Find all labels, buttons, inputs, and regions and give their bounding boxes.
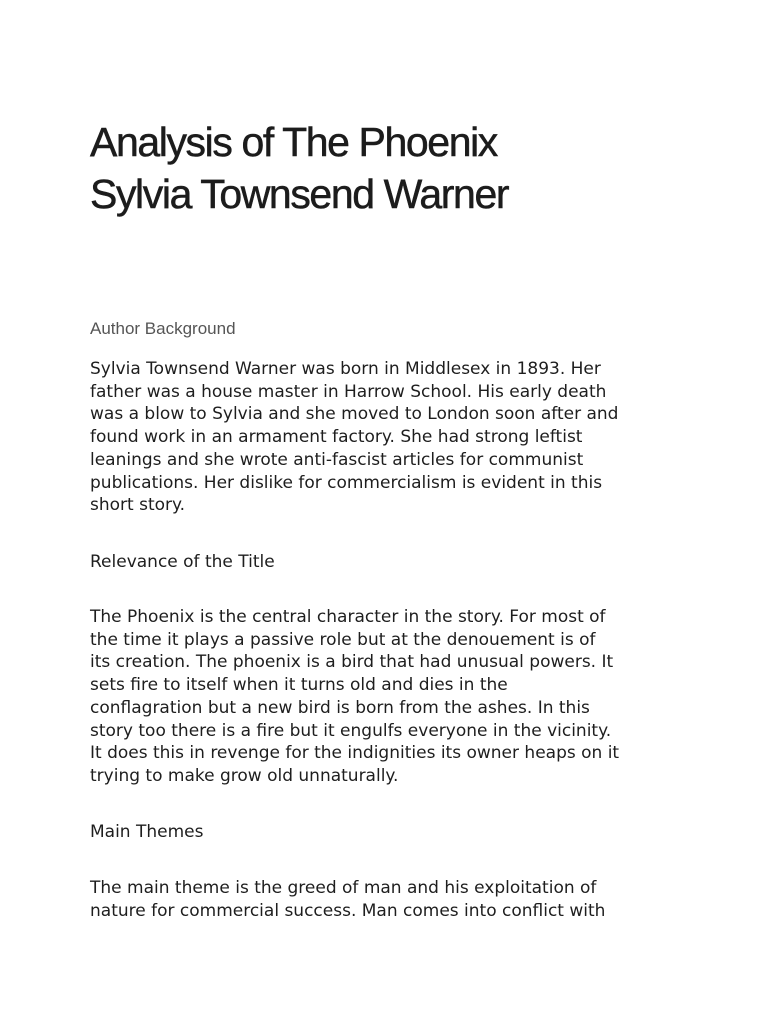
paragraph-main-themes <box>90 877 690 922</box>
section-heading-main-themes: Main Themes <box>90 822 204 842</box>
paragraph-line: leanings and she wrote anti-fascist articles for communist <box>90 449 584 470</box>
paragraph-line: was a blow to Sylvia and she moved to London soon after and <box>90 404 619 425</box>
paragraph-line: found work in an armament factory. She had strong leftist <box>90 427 583 448</box>
paragraph-relevance-of-title <box>90 606 690 788</box>
paragraph-line: nature for commercial success. Man comes into conflict with <box>90 900 606 921</box>
paragraph-line: Sylvia Townsend Warner was born in Middlesex in 1893. Her <box>90 359 601 379</box>
paragraph-line: The Phoenix is the central character in the story. For most of <box>90 607 606 627</box>
paragraph-line: publications. Her dislike for commercialism is evident in this <box>90 472 603 493</box>
paragraph-author-background <box>90 358 690 517</box>
title-line-2: Sylvia Townsend Warner <box>90 171 509 217</box>
paragraph-line: sets fire to itself when it turns old and dies in the <box>90 675 508 696</box>
paragraph-line: conflagration but a new bird is born from the ashes. In this <box>90 697 590 718</box>
section-heading-author-background: Author Background <box>90 319 236 338</box>
document-title <box>90 116 730 220</box>
paragraph-line: The main theme is the greed of man and his exploitation of <box>90 878 597 898</box>
title-line-1: Analysis of The Phoenix <box>90 119 497 165</box>
paragraph-line: father was a house master in Harrow School. His early death <box>90 381 607 402</box>
section-heading-relevance-of-title: Relevance of the Title <box>90 552 275 572</box>
paragraph-line: the time it plays a passive role but at the denouement is of <box>90 629 596 650</box>
paragraph-line: short story. <box>90 495 186 516</box>
paragraph-line: story too there is a fire but it engulfs everyone in the vicinity. <box>90 720 612 741</box>
paragraph-line: trying to make grow old unnaturally. <box>90 765 399 786</box>
paragraph-line: its creation. The phoenix is a bird that had unusual powers. It <box>90 652 614 673</box>
paragraph-line: It does this in revenge for the indignities its owner heaps on it <box>90 743 620 764</box>
